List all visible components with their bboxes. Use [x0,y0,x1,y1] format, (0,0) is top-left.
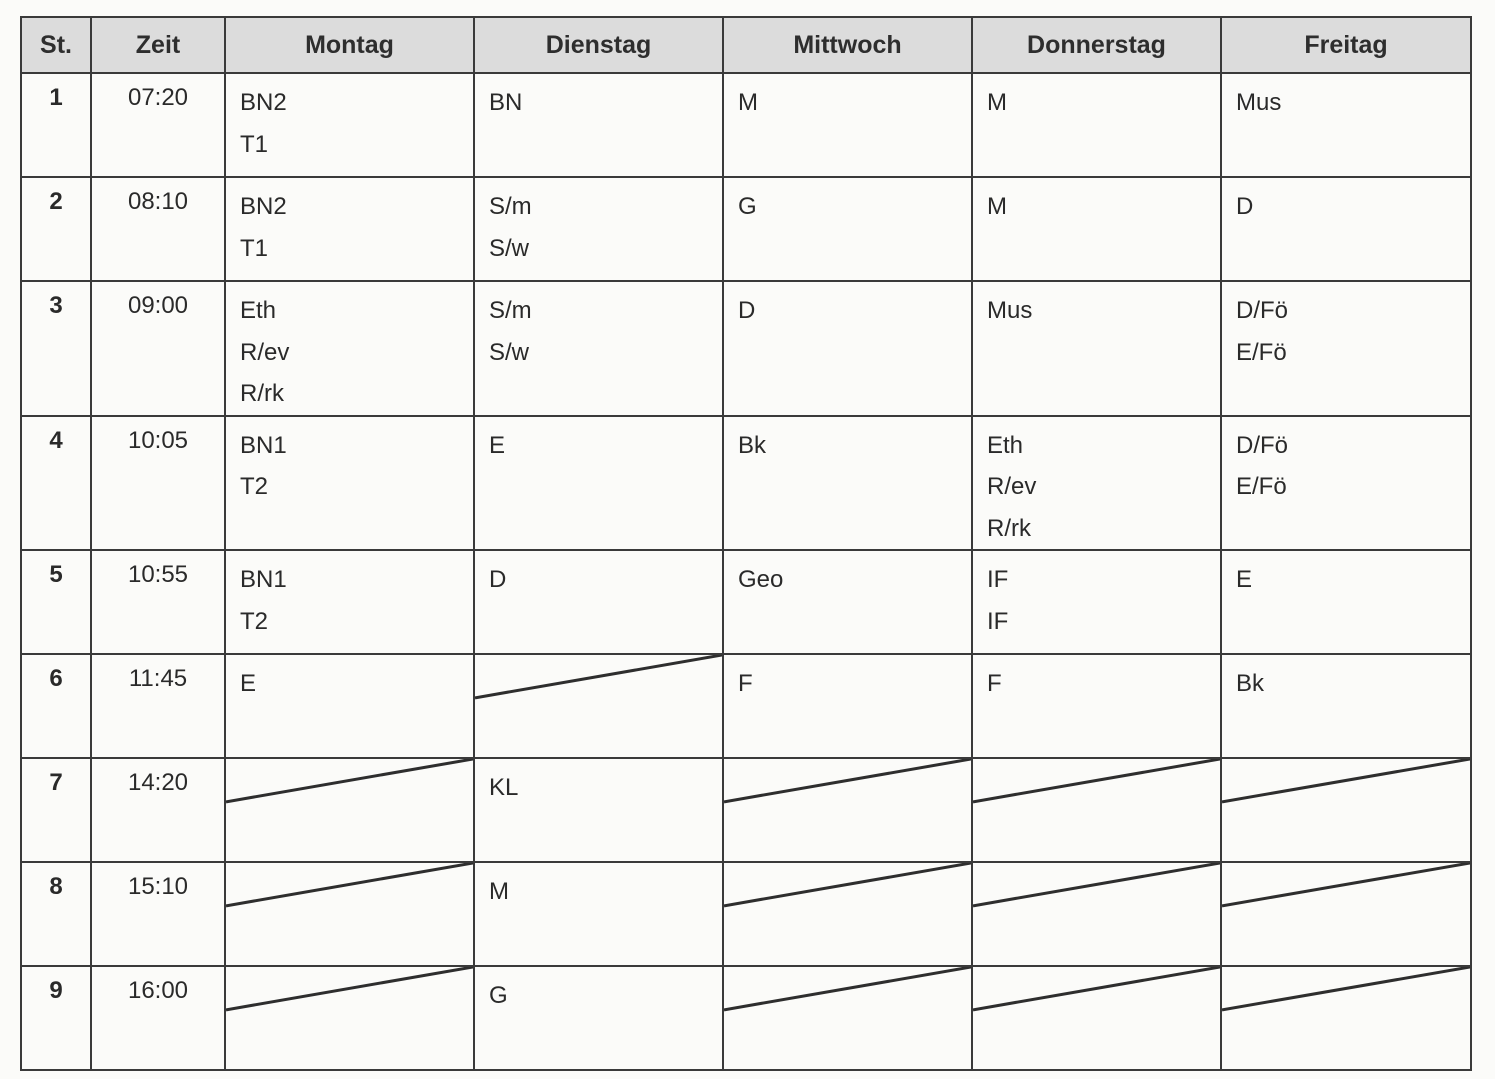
slot-montag [225,281,474,416]
slot-mittwoch [723,550,972,654]
table-row [21,73,1471,177]
timetable-body [21,73,1471,1070]
lesson-time: 09:00 [91,281,225,416]
empty-slot-montag [225,758,474,862]
subject-entry: S/w [489,338,530,366]
empty-slot-mittwoch [723,758,972,862]
lesson-time: 08:10 [91,177,225,281]
subject-entry: S/m [489,193,532,220]
strike-line [973,759,1220,861]
subject-entry: Mus [1236,89,1282,116]
subject-entry: IF [987,566,1009,593]
empty-slot-dienstag [474,654,723,758]
slot-freitag [1221,550,1471,654]
empty-slot-mittwoch [723,862,972,966]
subject-entry: IF [987,607,1009,635]
subject-entry: D [489,566,507,593]
header-row [21,17,1471,73]
slot-dienstag [474,758,723,862]
table-row [21,758,1471,862]
header-zeit: Zeit [91,17,225,73]
subject-entry: D [1236,193,1254,220]
lesson-time: 11:45 [91,654,225,758]
slot-dienstag [474,73,723,177]
strike-line [724,967,971,1069]
lesson-number: 7 [21,758,91,862]
subject-entry: E/Fö [1236,338,1287,366]
slot-donnerstag [972,654,1221,758]
header-dienstag: Dienstag [474,17,723,73]
table-row [21,966,1471,1070]
header-montag: Montag [225,17,474,73]
empty-slot-montag [225,966,474,1070]
strike-line [475,655,722,757]
subject-entry: Bk [1236,670,1265,697]
subject-entry: T1 [240,234,269,262]
lesson-time: 10:05 [91,416,225,551]
empty-slot-freitag [1221,758,1471,862]
subject-entry: Bk [738,431,767,459]
subject-entry: G [738,193,757,220]
slot-mittwoch [723,416,972,551]
subject-entry: T2 [240,473,269,500]
subject-entry: BN2 [240,89,287,116]
slot-dienstag [474,416,723,551]
slot-dienstag [474,281,723,416]
empty-slot-donnerstag [972,966,1221,1070]
subject-entry: D/Fö [1236,297,1289,324]
table-row [21,416,1471,551]
lesson-time: 14:20 [91,758,225,862]
header-donnerstag: Donnerstag [972,17,1221,73]
slot-donnerstag [972,281,1221,416]
subject-entry: Mus [987,297,1033,324]
subject-entry: R/rk [240,380,284,407]
empty-slot-freitag [1221,862,1471,966]
slot-mittwoch [723,73,972,177]
subject-entry: BN1 [240,566,287,593]
slot-dienstag [474,550,723,654]
slot-donnerstag [972,416,1221,551]
strike-line [226,759,473,861]
timetable-wrapper [20,16,1472,1071]
timetable [20,16,1472,1071]
lesson-number: 1 [21,73,91,177]
lesson-number: 6 [21,654,91,758]
subject-entry: S/w [489,234,530,262]
lesson-number: 9 [21,966,91,1070]
table-row [21,177,1471,281]
table-row [21,654,1471,758]
empty-slot-donnerstag [972,758,1221,862]
subject-entry: R/ev [987,473,1037,500]
slot-freitag [1221,73,1471,177]
table-row [21,550,1471,654]
slot-montag [225,654,474,758]
subject-entry: BN [489,89,523,116]
subject-entry: Eth [987,431,1024,459]
lesson-time: 15:10 [91,862,225,966]
subject-entry: D/Fö [1236,431,1289,459]
slot-mittwoch [723,281,972,416]
slot-mittwoch [723,654,972,758]
subject-entry: E [489,431,506,459]
empty-slot-mittwoch [723,966,972,1070]
empty-slot-donnerstag [972,862,1221,966]
slot-dienstag [474,966,723,1070]
lesson-number: 3 [21,281,91,416]
slot-dienstag [474,862,723,966]
lesson-time: 07:20 [91,73,225,177]
subject-entry: M [489,878,509,905]
subject-entry: M [987,89,1007,116]
empty-slot-freitag [1221,966,1471,1070]
lesson-number: 5 [21,550,91,654]
lesson-number: 4 [21,416,91,551]
table-row [21,281,1471,416]
lesson-number: 2 [21,177,91,281]
subject-entry: G [489,982,508,1009]
strike-line [1222,863,1470,965]
header-stunde: St. [21,17,91,73]
subject-entry: Geo [738,566,784,593]
slot-freitag [1221,654,1471,758]
strike-line [724,863,971,965]
subject-entry: E [1236,566,1253,593]
slot-donnerstag [972,73,1221,177]
strike-line [1222,967,1470,1069]
slot-donnerstag [972,177,1221,281]
subject-entry: BN2 [240,193,287,220]
subject-entry: R/ev [240,338,290,366]
subject-entry: T2 [240,607,269,635]
slot-montag [225,416,474,551]
subject-entry: S/m [489,297,532,324]
subject-entry: BN1 [240,431,287,459]
strike-line [973,967,1220,1069]
slot-montag [225,177,474,281]
subject-entry: Eth [240,297,277,324]
subject-entry: F [738,670,753,697]
subject-entry: E [240,670,257,697]
lesson-number: 8 [21,862,91,966]
slot-donnerstag [972,550,1221,654]
lesson-time: 10:55 [91,550,225,654]
slot-dienstag [474,177,723,281]
subject-entry: M [987,193,1007,220]
slot-freitag [1221,177,1471,281]
strike-line [724,759,971,861]
strike-line [1222,759,1470,861]
subject-entry: F [987,670,1002,697]
slot-freitag [1221,281,1471,416]
slot-montag [225,73,474,177]
slot-montag [225,550,474,654]
subject-entry: M [738,89,758,116]
slot-freitag [1221,416,1471,551]
header-freitag: Freitag [1221,17,1471,73]
strike-line [226,967,473,1069]
strike-line [226,863,473,965]
subject-entry: E/Fö [1236,473,1287,500]
subject-entry: KL [489,774,519,801]
subject-entry: R/rk [987,514,1031,542]
empty-slot-montag [225,862,474,966]
header-mittwoch: Mittwoch [723,17,972,73]
subject-entry: D [738,297,756,324]
table-row [21,862,1471,966]
strike-line [973,863,1220,965]
subject-entry: T1 [240,130,269,158]
slot-mittwoch [723,177,972,281]
lesson-time: 16:00 [91,966,225,1070]
